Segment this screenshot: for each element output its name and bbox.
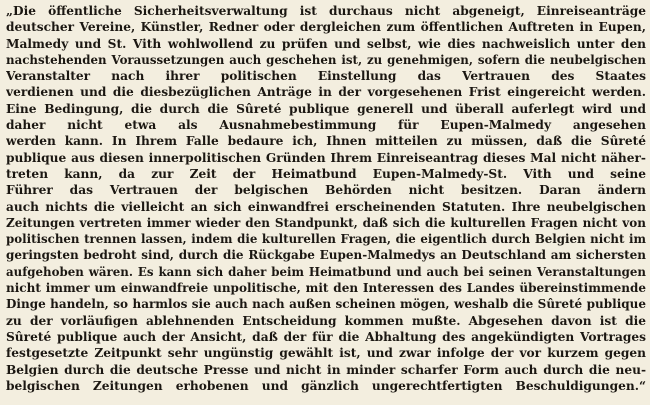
text-line: nicht immer um einwandfreie unpolitische, mit den Interessen des Landes übereinstimmende [6, 281, 646, 296]
body-text [6, 3, 646, 394]
text-line: belgischen Zeitungen erhobenen und gänzlich ungerechtfertigten Beschuldigungen.“ [6, 378, 646, 393]
text-line: daher nicht etwa als Ausnahmebestimmung für Eupen-Malmedy angesehen [6, 118, 646, 133]
text-line: Dinge handeln, so harmlos sie auch nach außen scheinen mögen, weshalb die Sûreté publique [6, 297, 646, 312]
text-line: Zeitungen vertreten immer wieder den Standpunkt, daß sich die kulturellen Fragen nicht von [6, 215, 646, 230]
text-line: Veranstalter nach ihrer politischen Einstellung das Vertrauen des Staates [6, 69, 646, 84]
text-line: zu der vorläufigen ablehnenden Entscheidung kommen mußte. Abgesehen davon ist die [6, 313, 646, 328]
text-line: geringsten bedroht sind, durch die Rückgabe Eupen-Malmedys an Deutschland am sichersten [6, 248, 646, 263]
text-line: auch nichts die vielleicht an sich einwandfrei erscheinenden Statuten. Ihre neubelgischen [6, 199, 646, 214]
text-line: politischen trennen lassen, indem die kulturellen Fragen, die eigentlich durch Belgien nicht im [6, 232, 646, 247]
text-line: aufgehoben wären. Es kann sich daher beim Heimatbund und auch bei seinen Veranstaltungen [6, 264, 646, 279]
text-line: verdienen und die diesbezüglichen Anträge in der vorgesehenen Frist eingereicht werden. [6, 85, 646, 100]
text-line: treten kann, da zur Zeit der Heimatbund Eupen-Malmedy-St. Vith und seine [6, 166, 646, 181]
text-line: Belgien durch die deutsche Presse und nicht in minder scharfer Form auch durch die neu- [6, 362, 646, 377]
text-line: deutscher Vereine, Künstler, Redner oder dergleichen zum öffentlichen Auftreten in Eupen, [6, 20, 646, 35]
text-line: nachstehenden Voraussetzungen auch geschehen ist, zu genehmigen, sofern die neubelgischen [6, 52, 646, 67]
text-line: festgesetzte Zeitpunkt sehr ungünstig gewählt ist, und zwar infolge der vor kurzem gegen [6, 346, 646, 361]
text-line: werden kann. In Ihrem Falle bedaure ich, Ihnen mitteilen zu müssen, daß die Sûreté [6, 134, 646, 149]
text-line: Sûreté publique auch der Ansicht, daß der für die Abhaltung des angekündigten Vortrages [6, 329, 646, 344]
text-line: Eine Bedingung, die durch die Sûreté publique generell und überall auferlegt wird und [6, 101, 646, 116]
text-line: Malmedy und St. Vith wohlwollend zu prüfen und selbst, wie dies nachweislich unter den [6, 36, 646, 51]
text-line: „Die öffentliche Sicherheitsverwaltung ist durchaus nicht abgeneigt, Einreiseanträge [6, 4, 646, 18]
text-line: Führer das Vertrauen der belgischen Behörden nicht besitzen. Daran ändern [6, 183, 646, 198]
text-line: publique aus diesen innerpolitischen Gründen Ihrem Einreiseantrag dieses Mal nicht näher- [6, 150, 646, 165]
